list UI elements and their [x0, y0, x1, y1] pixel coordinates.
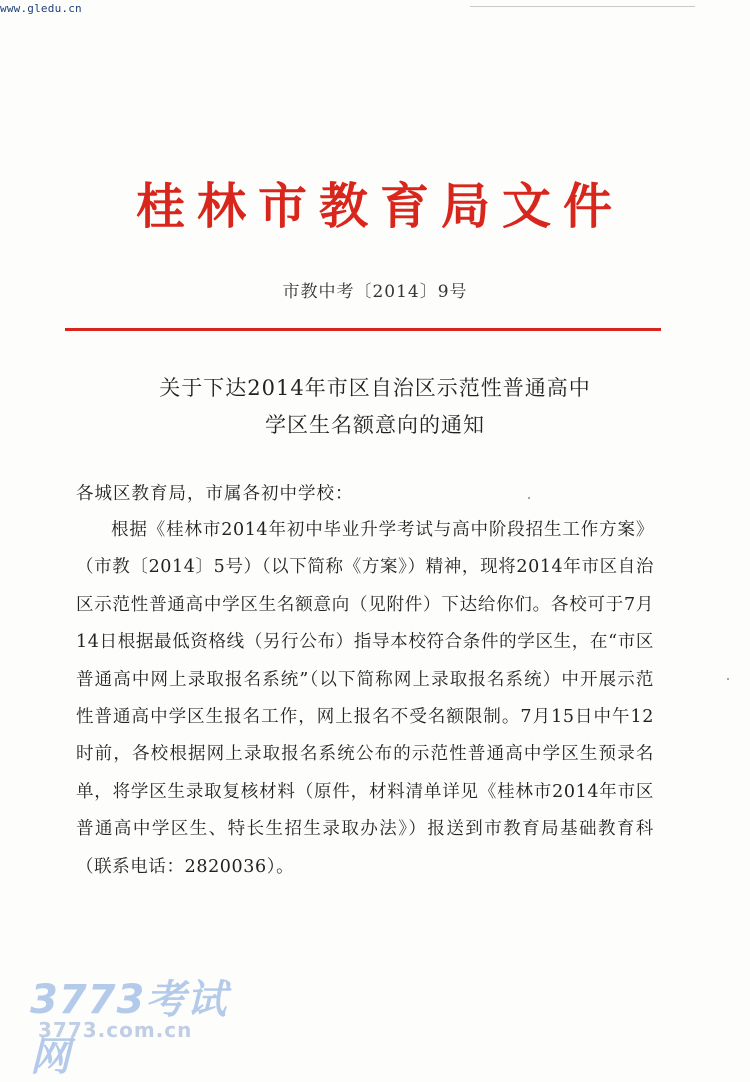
site-watermark-url: www.gledu.cn: [0, 2, 82, 15]
document-number: 市教中考〔2014〕9号: [282, 282, 468, 302]
document-masthead: 桂林市教育局文件: [135, 178, 624, 235]
scan-speck: [727, 678, 729, 680]
body-paragraph: 根据《桂林市2014年初中毕业升学考试与高中阶段招生工作方案》（市教〔2014〕5号）（以下简称《方案》）精神，现将2014年市区自治区示范性普通高中学区生名额意向（见附件）下达给你们。各校可于7月14日根据最低资格线（另行公布）指导本校符合条件的学区生，在“市区普通高中网上录取报名系统”（以下简称网上录取报名系统）中开展示范性普通高中学区生报名工作，网上报名不受名额限制。7月15日中午12时前，各校根据网上录取报名系统公布的示范性普通高中学区生预录名单，将学区生录取复核材料（原件，材料清单详见《桂林市2014年市区普通高中学区生、特长生招生录取办法》）报送到市教育局基础教育科（联系电话：2820036）。: [76, 520, 654, 877]
scan-edge-line: [470, 6, 695, 7]
watermark-logo-url: 3773.com.cn: [38, 1018, 193, 1042]
salutation: 各城区教育局，市属各初中学校：: [76, 484, 354, 504]
scan-speck: [528, 497, 530, 499]
red-divider-line: [65, 328, 661, 331]
document-title: [0, 370, 750, 444]
site-watermark-logo: [30, 968, 240, 1080]
title-line-2: 学区生名额意向的通知: [265, 413, 485, 437]
watermark-logo-text: 3773考试网: [30, 977, 228, 1080]
title-line-1: 关于下达2014年市区自治区示范性普通高中: [159, 376, 591, 400]
